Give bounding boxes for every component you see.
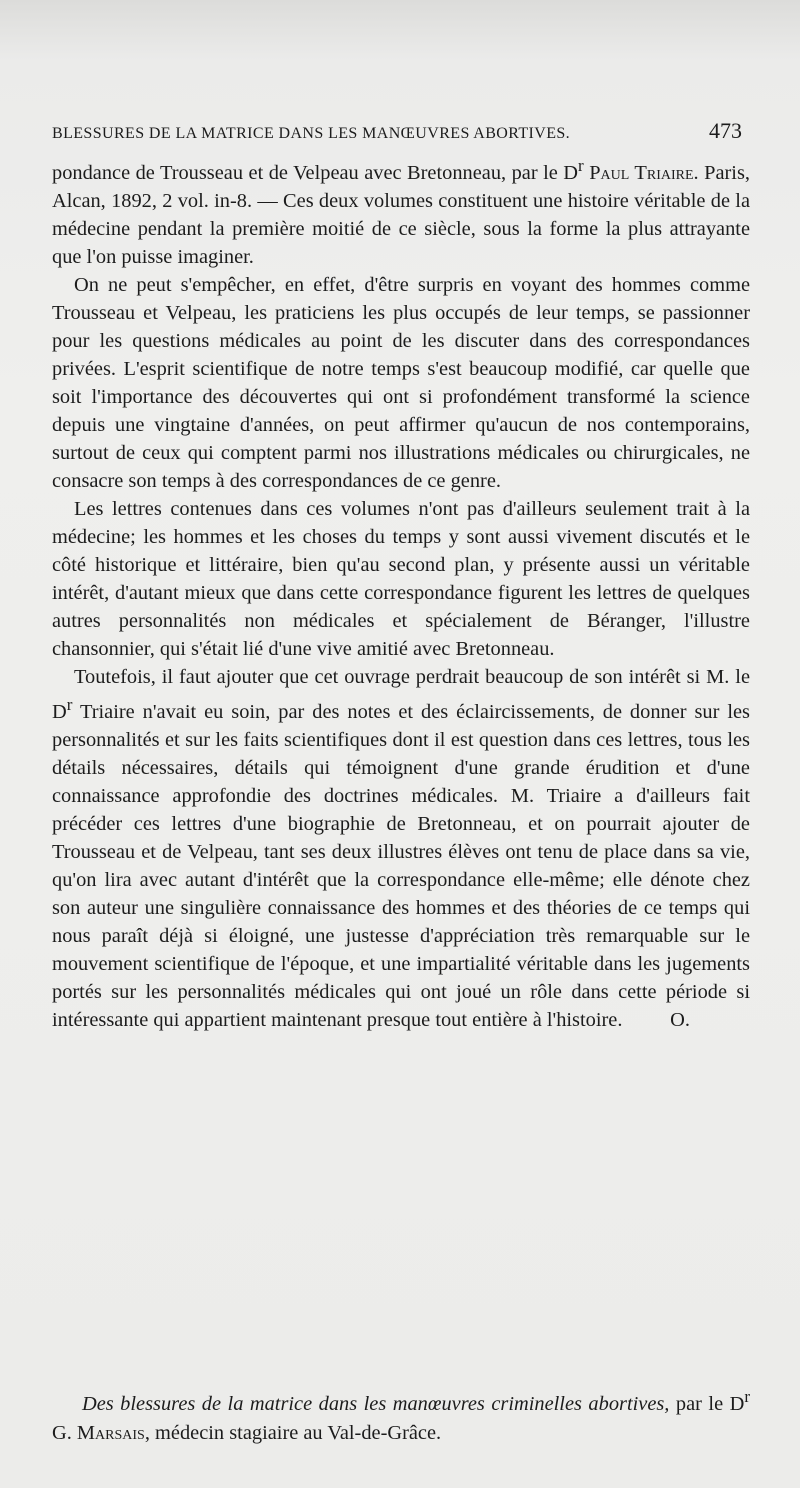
next-review-author: Marsais xyxy=(76,1421,145,1444)
paragraph-4-text-b: Triaire n'avait eu soin, par des notes et des éclaircissements, de donner sur les personnalités et sur les faits scientifiques dont il est question dans ces lettres, tous les détails nécessaires, détails qui témoignent d'une grande érudition et d'une connaissance approfondie des doctrines médicales. M. Triaire a d'ailleurs fait précéder ces lettres d'une biographie de Bretonneau, et on pourrait ajouter de Trousseau et de Velpeau, tant ses deux illustres élèves ont tenu de place dans sa vie, qu'on lira avec autant d'intérêt que la correspondance elle-même; elle dénote chez son auteur une singulière connaissance des hommes et des théories de ce temps qui nous paraît déjà si éloigné, une justesse d'appréciation très remarquable sur le mouvement scientifique de l'époque, et une impartialité véritable dans les jugements portés sur les personnalités médicales qui ont joué un rôle dans cette période si intéressante qui appartient maintenant presque tout entière à l'histoire. xyxy=(52,700,750,1031)
paragraph-1-text-a: pondance de Trousseau et de Velpeau avec Bretonneau, par le D xyxy=(52,161,579,184)
running-title: BLESSURES DE LA MATRICE DANS LES MANŒUVRES ABORTIVES. xyxy=(52,125,571,142)
doctor-abbrev-sup: r xyxy=(66,694,73,714)
next-review-text-b: G. xyxy=(52,1421,77,1444)
next-review-text-c: , médecin stagiaire au Val-de-Grâce. xyxy=(144,1421,442,1444)
paragraph-3: Les lettres contenues dans ces volumes n'ont pas d'ailleurs seulement trait à la médecine; les hommes et les choses du temps y sont aussi vivement discutés et le côté historique et littéraire, bien qu'au second plan, y présente aussi un véritable intérêt, d'autant mieux que dans cette correspondance figurent les lettres de quelques autres personnalités non médicales et spécialement de Béranger, l'illustre chansonnier, qui s'était lié d'une vive amitié avec Bretonneau. xyxy=(52,497,750,660)
article-body xyxy=(52,152,750,1034)
paragraph-4-text-a: Toutefois, il faut ajouter que cet ouvrage perdrait beaucoup de son intérêt si M. le D xyxy=(52,665,750,723)
review-signature: O. xyxy=(670,1008,690,1031)
next-review-text-a: par le D xyxy=(669,1392,745,1415)
doctor-abbrev-sup: r xyxy=(744,1387,750,1406)
paragraph-1 xyxy=(52,152,750,271)
running-header xyxy=(52,118,742,148)
doctor-abbrev-sup: r xyxy=(578,156,584,175)
next-review-heading xyxy=(52,1382,750,1448)
paragraph-4 xyxy=(52,663,750,1034)
paragraph-2: On ne peut s'empêcher, en effet, d'être surpris en voyant des hommes comme Trousseau et Velpeau, les praticiens les plus occupés de leur temps, se passionner pour les questions médicales au point de les discuter dans des correspondances privées. L'esprit scientifique de notre temps s'est beaucoup modifié, car quelle que soit l'importance des découvertes qui ont si profondément transformé la science depuis une vingtaine d'années, on peut affirmer qu'aucun de nos contemporains, surtout de ceux qui comptent parmi nos illustrations médicales ou chirurgicales, ne consacre son temps à des correspondances de ce genre. xyxy=(52,273,750,492)
page-number: 473 xyxy=(709,118,742,143)
next-review-title: Des blessures de la matrice dans les manœuvres criminelles abortives, xyxy=(82,1392,670,1415)
paragraph-1-text-b: . Paris, Alcan, 1892, 2 vol. in-8. — Ces deux volumes constituent une histoire véritable de la médecine pendant la première moitié de ce siècle, sous la forme la plus attrayante que l'on puisse imaginer. xyxy=(52,161,750,268)
author-name: Paul Triaire xyxy=(589,161,694,184)
